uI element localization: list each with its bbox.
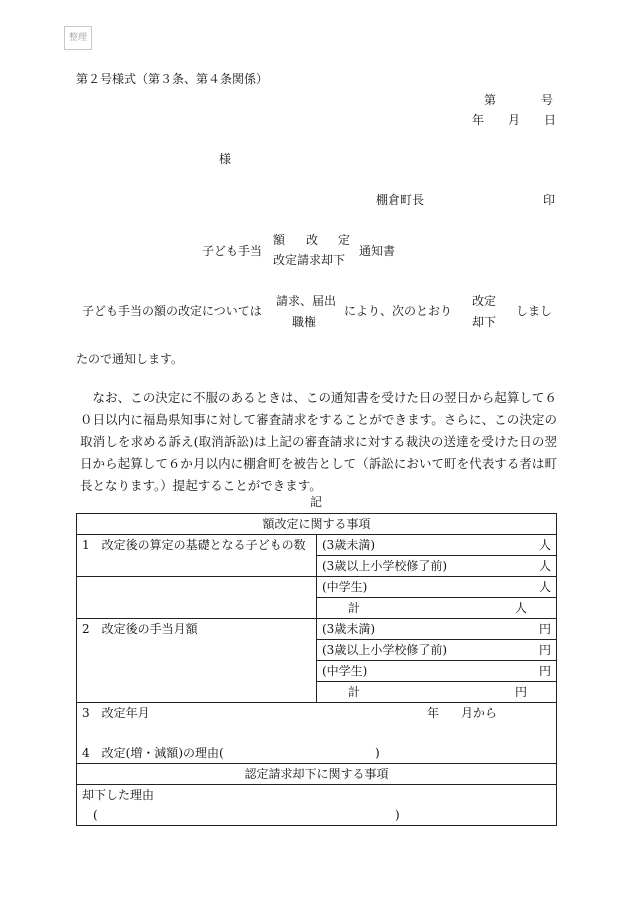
rejection-open-paren: (	[93, 808, 98, 822]
date-month: 月	[508, 113, 521, 127]
count-row	[317, 556, 557, 577]
date-year: 年	[472, 113, 485, 127]
section-header-amount-revision: 額改定に関する事項	[77, 514, 557, 535]
section-header-rejection: 認定請求却下に関する事項	[77, 764, 557, 785]
doc-number-suffix: 号	[541, 93, 554, 107]
amount-row-label: (3歳以上小学校修了前)	[322, 643, 447, 657]
corner-mark: 整理	[64, 26, 92, 50]
count-total-unit: 人	[515, 601, 528, 615]
amount-total-label: 計	[348, 685, 361, 699]
rejection-close-paren: )	[395, 808, 400, 822]
amount-total-unit: 円	[515, 685, 528, 699]
choice-ex-officio: 職権	[292, 315, 317, 329]
notice-title-option-1-char-1: 額	[273, 233, 286, 247]
count-row-label: (中学生)	[322, 580, 368, 594]
notice-title-option-2: 改定請求却下	[273, 253, 346, 267]
choice-request-notification: 請求、届出	[276, 294, 337, 308]
amount-total-row	[317, 682, 557, 703]
count-total-label: 計	[348, 601, 361, 615]
amount-row-label: (中学生)	[322, 664, 368, 678]
items-3-4-cell	[77, 703, 557, 764]
item3-label: 3 改定年月	[82, 706, 150, 720]
body-text-part2: により、次のとおり	[344, 304, 453, 318]
choice-revision: 改定	[472, 294, 497, 308]
item4-close-paren: )	[375, 746, 380, 760]
item1-label-continued	[77, 577, 317, 619]
amount-row	[317, 640, 557, 661]
amount-row-unit: 円	[539, 664, 552, 678]
details-table	[76, 513, 557, 826]
seal-mark: 印	[543, 193, 556, 207]
notice-title-prefix: 子ども手当	[202, 244, 263, 258]
body-text-continuation: たので通知します。	[76, 352, 184, 366]
amount-row-unit: 円	[539, 622, 552, 636]
date-day: 日	[544, 113, 557, 127]
choice-rejection: 却下	[472, 315, 497, 329]
count-row	[317, 535, 557, 556]
amount-row	[317, 661, 557, 682]
amount-row	[317, 619, 557, 640]
amount-row-unit: 円	[539, 643, 552, 657]
rejection-reason-cell	[77, 785, 557, 826]
amount-row-label: (3歳未満)	[322, 622, 375, 636]
count-row-unit: 人	[539, 538, 552, 552]
item2-label: 2 改定後の手当月額	[77, 619, 317, 703]
count-row-unit: 人	[539, 580, 552, 594]
item4-label: 4 改定(増・減額)の理由(	[82, 746, 224, 760]
item1-label: 1 改定後の算定の基礎となる子どもの数	[77, 535, 317, 577]
addressee-suffix: 様	[219, 152, 232, 166]
count-row-label: (3歳未満)	[322, 538, 375, 552]
count-row-unit: 人	[539, 559, 552, 573]
doc-number-prefix: 第	[484, 93, 497, 107]
rejection-reason-label: 却下した理由	[82, 788, 155, 802]
count-total-row	[317, 598, 557, 619]
body-text-part1: 子ども手当の額の改定については	[82, 304, 262, 318]
ki-heading: 記	[310, 495, 323, 509]
body-text-part3: しまし	[516, 304, 553, 318]
form-title: 第２号様式（第３条、第４条関係）	[76, 72, 269, 86]
sender-title: 棚倉町長	[376, 193, 425, 207]
count-row-label: (3歳以上小学校修了前)	[322, 559, 447, 573]
notice-title-option-1-char-3: 定	[338, 233, 351, 247]
notice-title-suffix: 通知書	[359, 244, 396, 258]
notice-title-option-1-char-2: 改	[306, 233, 319, 247]
appeal-notice-paragraph: なお、この決定に不服のあるときは、この通知書を受けた日の翌日から起算して６０日以内に福島県知事に対して審査請求をすることができます。さらに、この決定の取消しを求める訴え(取消訴訟)は上記の審査請求に対する裁決の送達を受けた日の翌日から起算して６か月以内に棚倉町を被告として（訴訟において町を代表する者は町長となります。）提起することができます。	[80, 390, 557, 493]
item3-year: 年	[427, 706, 440, 720]
item3-month-from: 月から	[461, 706, 498, 720]
count-row	[317, 577, 557, 598]
